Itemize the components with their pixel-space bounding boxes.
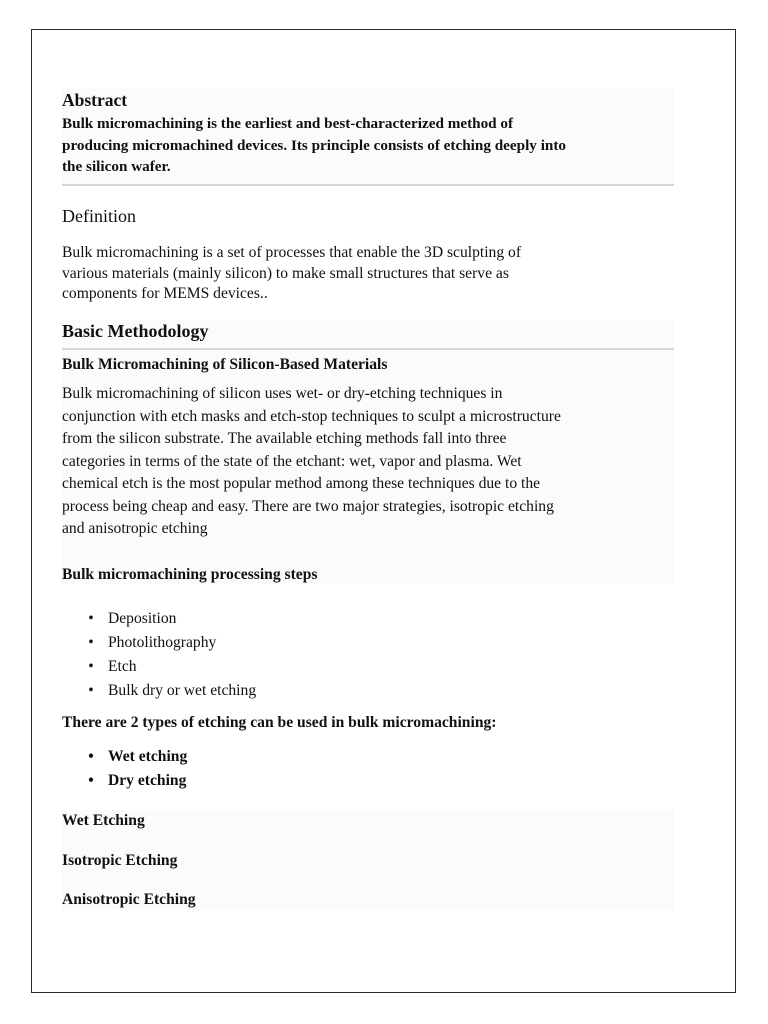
definition-line: Bulk micromachining is a set of processes that enable the 3D sculpting of (62, 244, 522, 261)
methodology-text (62, 383, 561, 541)
methodology-heading (62, 320, 674, 350)
methodology-subheading: Bulk Micromachining of Silicon-Based Materials (62, 356, 388, 373)
methodology-line: process being cheap and easy. There are two major strategies, isotropic etching (62, 497, 554, 515)
methodology-line: chemical etch is the most popular method among these techniques due to the (62, 475, 541, 492)
methodology-heading-text: Basic Methodology (62, 321, 209, 341)
list-item (62, 655, 256, 679)
definition-line: components for MEMS devices.. (62, 285, 268, 302)
wet-etching-heading: Wet Etching (62, 812, 145, 829)
definition-line: various materials (mainly silicon) to make small structures that serve as (62, 264, 509, 282)
definition-heading: Definition (62, 206, 136, 226)
list-item (62, 745, 187, 769)
methodology-line: and anisotropic etching (62, 520, 208, 537)
bullet-icon: • (88, 748, 94, 765)
methodology-section (62, 320, 674, 584)
list-item-label: Photolithography (108, 634, 217, 651)
list-item (62, 631, 256, 655)
isotropic-etching-heading: Isotropic Etching (62, 852, 178, 869)
etching-types-list (62, 745, 187, 793)
list-item (62, 679, 256, 703)
methodology-line: conjunction with etch masks and etch-stop techniques to sculpt a microstructure (62, 407, 561, 425)
list-item-label: Dry etching (108, 772, 187, 789)
list-item-label: Deposition (108, 610, 177, 627)
bullet-icon: • (88, 634, 94, 651)
abstract-heading: Abstract (62, 90, 128, 110)
etching-types-heading: There are 2 types of etching can be used in bulk micromachining: (62, 714, 497, 731)
bullet-icon: • (88, 658, 94, 675)
bullet-icon: • (88, 772, 94, 789)
list-item-label: Etch (108, 658, 137, 675)
methodology-line: Bulk micromachining of silicon uses wet- or dry-etching techniques in (62, 385, 503, 402)
abstract-line: the silicon wafer. (62, 158, 171, 175)
list-item (62, 607, 256, 631)
list-item-label: Wet etching (108, 748, 188, 765)
bullet-icon: • (88, 610, 94, 627)
methodology-line: from the silicon substrate. The available etching methods fall into three (62, 430, 507, 447)
etching-sections (62, 810, 674, 910)
processing-steps-heading: Bulk micromachining processing steps (62, 566, 318, 583)
list-item (62, 769, 187, 793)
abstract-line: Bulk micromachining is the earliest and best-characterized method of (62, 115, 514, 132)
abstract-text (62, 113, 566, 178)
abstract-section (62, 88, 674, 186)
processing-steps-list (62, 607, 256, 703)
methodology-line: categories in terms of the state of the etchant: wet, vapor and plasma. Wet (62, 452, 522, 470)
anisotropic-etching-heading: Anisotropic Etching (62, 891, 196, 908)
list-item-label: Bulk dry or wet etching (108, 682, 257, 699)
definition-text (62, 243, 674, 305)
abstract-line: producing micromachined devices. Its principle consists of etching deeply into (62, 136, 567, 154)
bullet-icon: • (88, 682, 94, 699)
